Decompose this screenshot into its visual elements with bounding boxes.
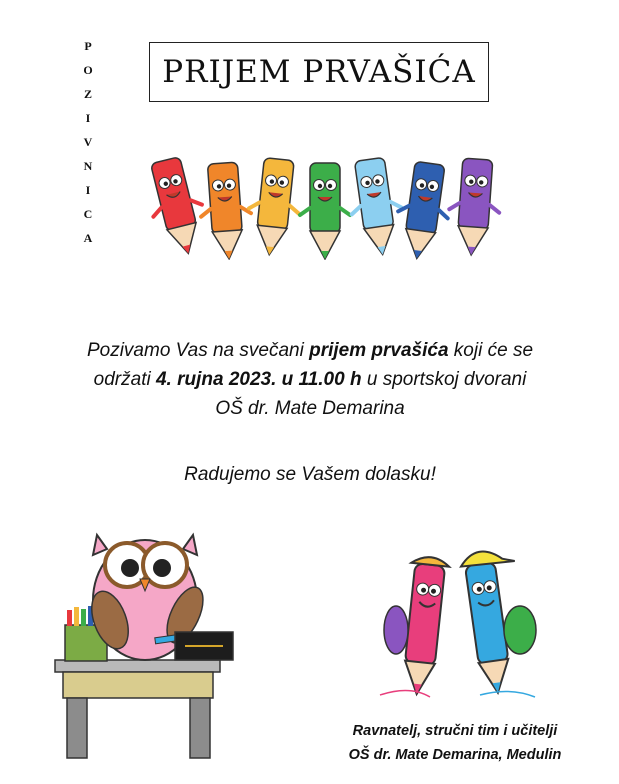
side-letter: A [83, 231, 93, 245]
crayon-character [446, 157, 503, 256]
invitation-line-2: održati 4. rujna 2023. u 11.00 h u sportskoj dvorani [93, 369, 527, 390]
side-letter: O [83, 63, 93, 77]
crayon-character [244, 157, 304, 258]
side-letter: N [83, 159, 93, 173]
side-letter: Z [83, 87, 92, 101]
event-name: prijem prvašića [309, 340, 449, 361]
side-letter: I [85, 183, 91, 197]
welcome-text: Radujemo se Vašem dolasku! [184, 464, 436, 485]
owl-teacher-illustration [45, 515, 255, 765]
invitation-line-1: Pozivamo Vas na svečani prijem prvašića koji će se [86, 340, 534, 361]
pencil-friends-illustration [370, 535, 545, 705]
signature [318, 719, 592, 767]
signature-line-1: Ravnatelj, stručni tim i učitelji [352, 723, 558, 739]
title-box [149, 42, 489, 102]
signature-line-2: OŠ dr. Mate Demarina, Medulin [348, 747, 562, 763]
side-letter: V [83, 135, 93, 149]
crayon-character [197, 161, 254, 260]
crayon-character [392, 160, 455, 260]
event-datetime: 4. rujna 2023. u 11.00 h [155, 369, 362, 390]
crayon-row-illustration [125, 145, 525, 260]
crayon-character [141, 154, 213, 259]
crayon-character [345, 156, 408, 258]
invitation-line-3: OŠ dr. Mate Demarina [215, 398, 405, 419]
invitation-text [40, 336, 580, 423]
side-letter: C [83, 207, 93, 221]
crayon-character [300, 163, 350, 259]
side-letter: P [84, 39, 92, 53]
side-letter: I [85, 111, 91, 125]
page-title: PRIJEM PRVAŠIĆA [162, 54, 476, 90]
vertical-pozivnica-label [80, 34, 96, 250]
